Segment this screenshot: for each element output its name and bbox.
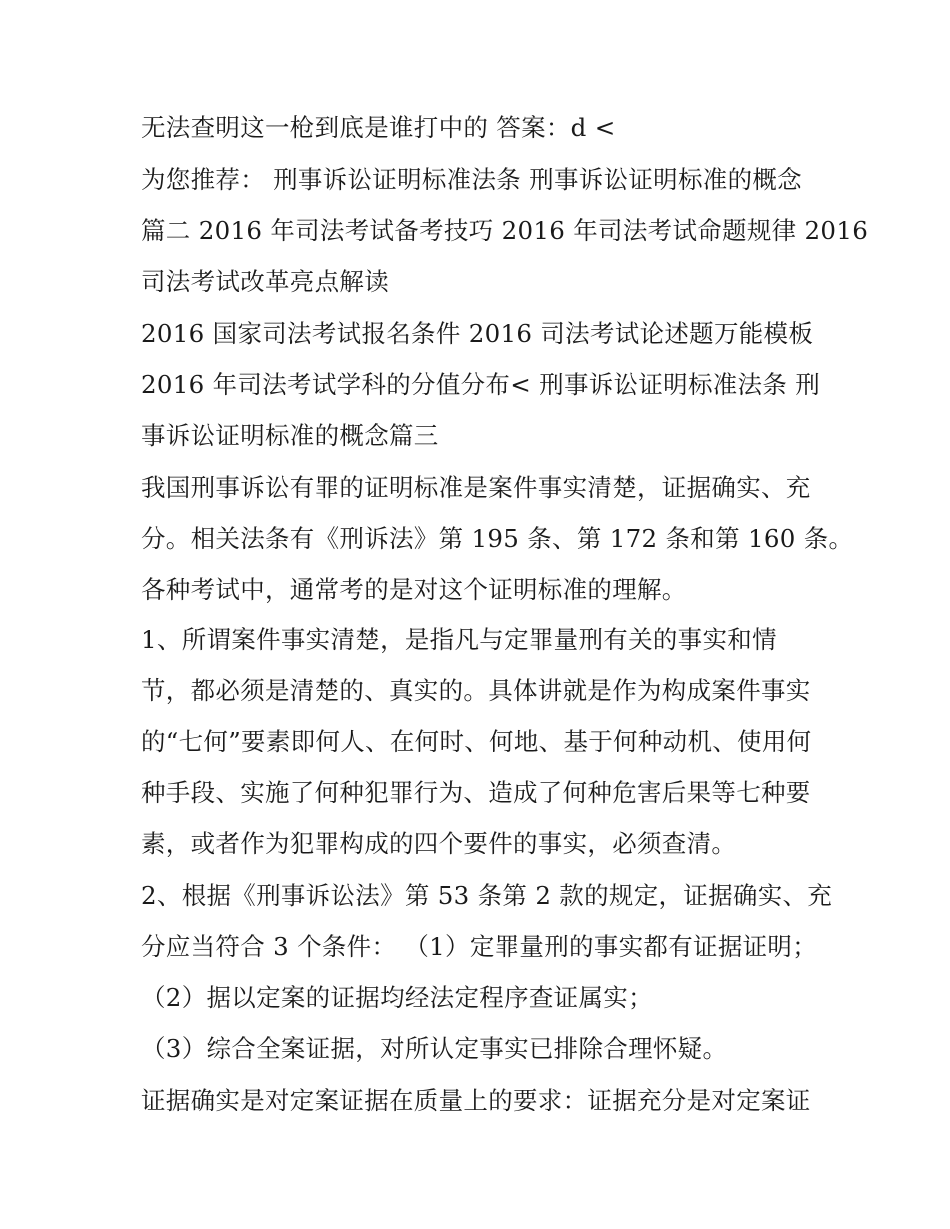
text-line: 分。相关法条有《刑诉法》第 195 条、第 172 条和第 160 条。 [141, 524, 854, 553]
text-line: 节，都必须是清楚的、真实的。具体讲就是作为构成案件事实 [141, 676, 811, 705]
text-line: 2016 国家司法考试报名条件 2016 司法考试论述题万能模板 [141, 319, 814, 348]
text-line: 事诉讼证明标准的概念篇三 [141, 421, 439, 450]
text-line: 各种考试中，通常考的是对这个证明标准的理解。 [141, 575, 687, 604]
text-line: 素，或者作为犯罪构成的四个要件的事实，必须查清。 [141, 829, 737, 858]
text-line: 种手段、实施了何种犯罪行为、造成了何种危害后果等七种要 [141, 778, 811, 807]
text-line: 证据确实是对定案证据在质量上的要求：证据充分是对定案证 [141, 1086, 811, 1115]
text-line: 篇二 2016 年司法考试备考技巧 2016 年司法考试命题规律 2016 [141, 216, 869, 245]
text-line: 分应当符合 3 个条件： （1）定罪量刑的事实都有证据证明； [141, 932, 818, 961]
text-line: 为您推荐： 刑事诉讼证明标准法条 刑事诉讼证明标准的概念 [141, 165, 802, 194]
text-line: 2、根据《刑事诉讼法》第 53 条第 2 款的规定，证据确实、充 [141, 881, 833, 910]
text-line: 1、所谓案件事实清楚，是指凡与定罪量刑有关的事实和情 [141, 625, 777, 654]
text-line: 无法查明这一枪到底是谁打中的 答案：d < [141, 113, 616, 142]
text-line: （2）据以定案的证据均经法定程序查证属实； [141, 983, 653, 1012]
text-line: 的“七何”要素即何人、在何时、何地、基于何种动机、使用何 [141, 727, 812, 756]
text-line: （3）综合全案证据，对所认定事实已排除合理怀疑。 [141, 1034, 728, 1063]
text-line: 司法考试改革亮点解读 [141, 267, 389, 296]
text-line: 2016 年司法考试学科的分值分布< 刑事诉讼证明标准法条 刑 [141, 370, 821, 399]
text-line: 我国刑事诉讼有罪的证明标准是案件事实清楚，证据确实、充 [141, 473, 811, 502]
